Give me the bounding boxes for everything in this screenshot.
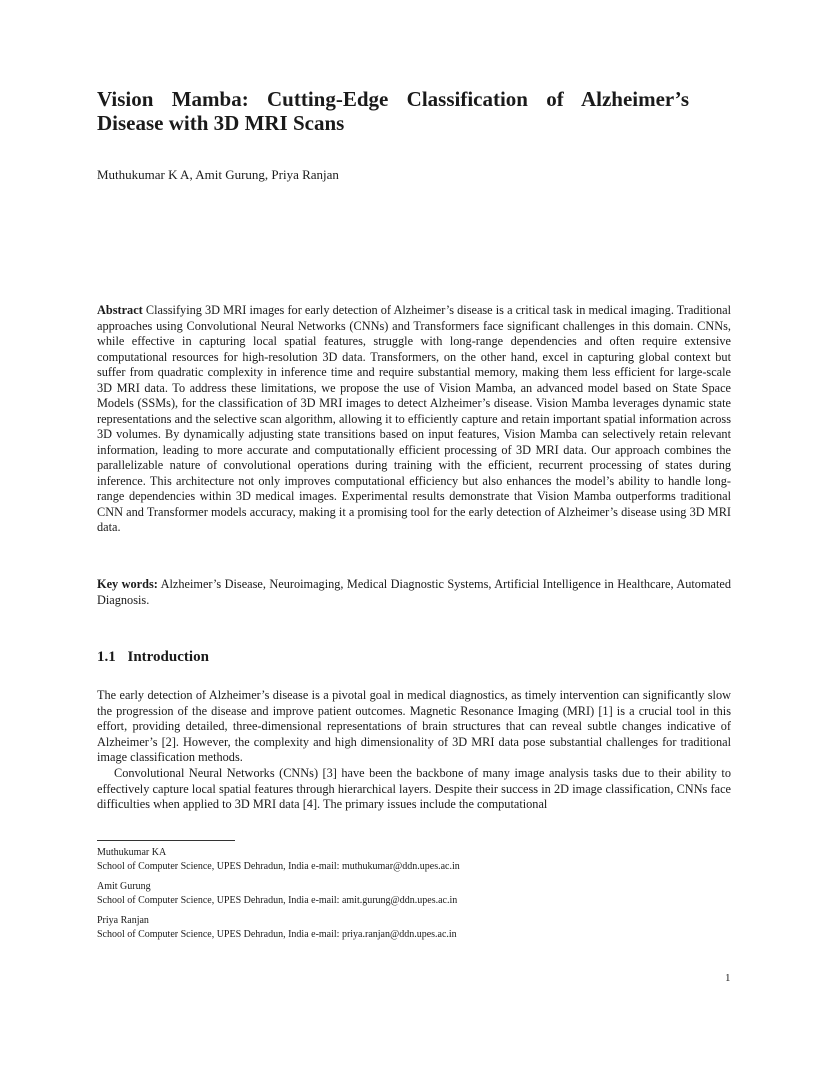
abstract — [97, 303, 731, 536]
paper-title — [97, 87, 689, 135]
footnote-author-name: Amit Gurung — [97, 881, 151, 892]
keywords — [97, 577, 731, 608]
keywords-label: Key words: — [97, 577, 158, 591]
section-heading — [97, 649, 209, 666]
author-list: Muthukumar K A, Amit Gurung, Priya Ranjan — [97, 167, 339, 182]
paper-title-line-2: Disease with 3D MRI Scans — [97, 111, 345, 135]
paper-title-line-1: Vision Mamba: Cutting-Edge Classification of Alzheimer’s — [97, 87, 689, 111]
footnote-divider — [97, 840, 235, 841]
page-number: 1 — [725, 972, 731, 984]
introduction-body — [97, 688, 731, 813]
abstract-text: Classifying 3D MRI images for early detection of Alzheimer’s disease is a critical task in medical imaging. Traditional approaches using Convolutional Neural Networks (CNNs) and Transformers face significant challenges in this domain. CNNs, while effective in capturing local spatial features, struggle with long-range dependencies and often require extensive computational resources for high-resolution 3D data. Transformers, on the other hand, excel in capturing global context but suffer from quadratic complexity in inference time and require substantial memory, making them less efficient for large-scale 3D MRI data. To address these limitations, we propose the use of Vision Mamba, an advanced model based on State Space Models (SSMs), for the classification of 3D MRI images to detect Alzheimer’s disease. Vision Mamba leverages dynamic state representations and the selective scan algorithm, allowing it to efficiently capture and retain important spatial information across 3D volumes. By dynamically adjusting state transitions based on input features, Vision Mamba can selectively retain relevant information, leading to more accurate and computationally efficient processing of 3D MRI data. Our approach combines the parallelizable nature of convolutional operations during training with the efficient, recurrent processing of states during inference. This architecture not only improves computational efficiency but also enhances the model’s ability to handle long-range dependencies within 3D medical images. Experimental results demonstrate that Vision Mamba outperforms traditional CNN and Transformer models accuracy, making it a promising tool for the early detection of Alzheimer’s disease using 3D MRI data. — [97, 303, 731, 534]
keywords-text: Alzheimer’s Disease, Neuroimaging, Medical Diagnostic Systems, Artificial Intelligence in Healthcare, Automated Diagnosis. — [97, 577, 731, 607]
footnote-author-affiliation: School of Computer Science, UPES Dehradun, India e-mail: priya.ranjan@ddn.upes.ac.in — [97, 929, 457, 940]
footnote-author-1 — [97, 846, 737, 874]
footnote-author-name: Muthukumar KA — [97, 847, 167, 858]
abstract-label: Abstract — [97, 303, 143, 317]
footnote-author-affiliation: School of Computer Science, UPES Dehradun, India e-mail: muthukumar@ddn.upes.ac.in — [97, 861, 460, 872]
footnote-author-name: Priya Ranjan — [97, 915, 149, 926]
footnote-author-3 — [97, 914, 737, 942]
footnote-author-affiliation: School of Computer Science, UPES Dehradun, India e-mail: amit.gurung@ddn.upes.ac.in — [97, 895, 458, 906]
intro-paragraph-1: The early detection of Alzheimer’s disease is a pivotal goal in medical diagnostics, as timely intervention can significantly slow the progression of the disease and improve patient outcomes. Magnetic Resonance Imaging (MRI) [1] is a crucial tool in this effort, providing detailed, three-dimensional representations of brain structures that can reveal subtle changes indicative of Alzheimer’s [2]. However, the complexity and high dimensionality of 3D MRI data pose substantial challenges for traditional image classification methods. — [97, 688, 731, 765]
section-title: Introduction — [127, 649, 209, 665]
intro-paragraph-2: Convolutional Neural Networks (CNNs) [3] have been the backbone of many image analysis tasks due to their ability to effectively capture local spatial features through hierarchical layers. Despite their success in 2D image classification, CNNs face difficulties when applied to 3D MRI data [4]. The primary issues include the computational — [97, 765, 731, 812]
footnote-author-2 — [97, 880, 737, 908]
section-number: 1.1 — [97, 649, 116, 665]
